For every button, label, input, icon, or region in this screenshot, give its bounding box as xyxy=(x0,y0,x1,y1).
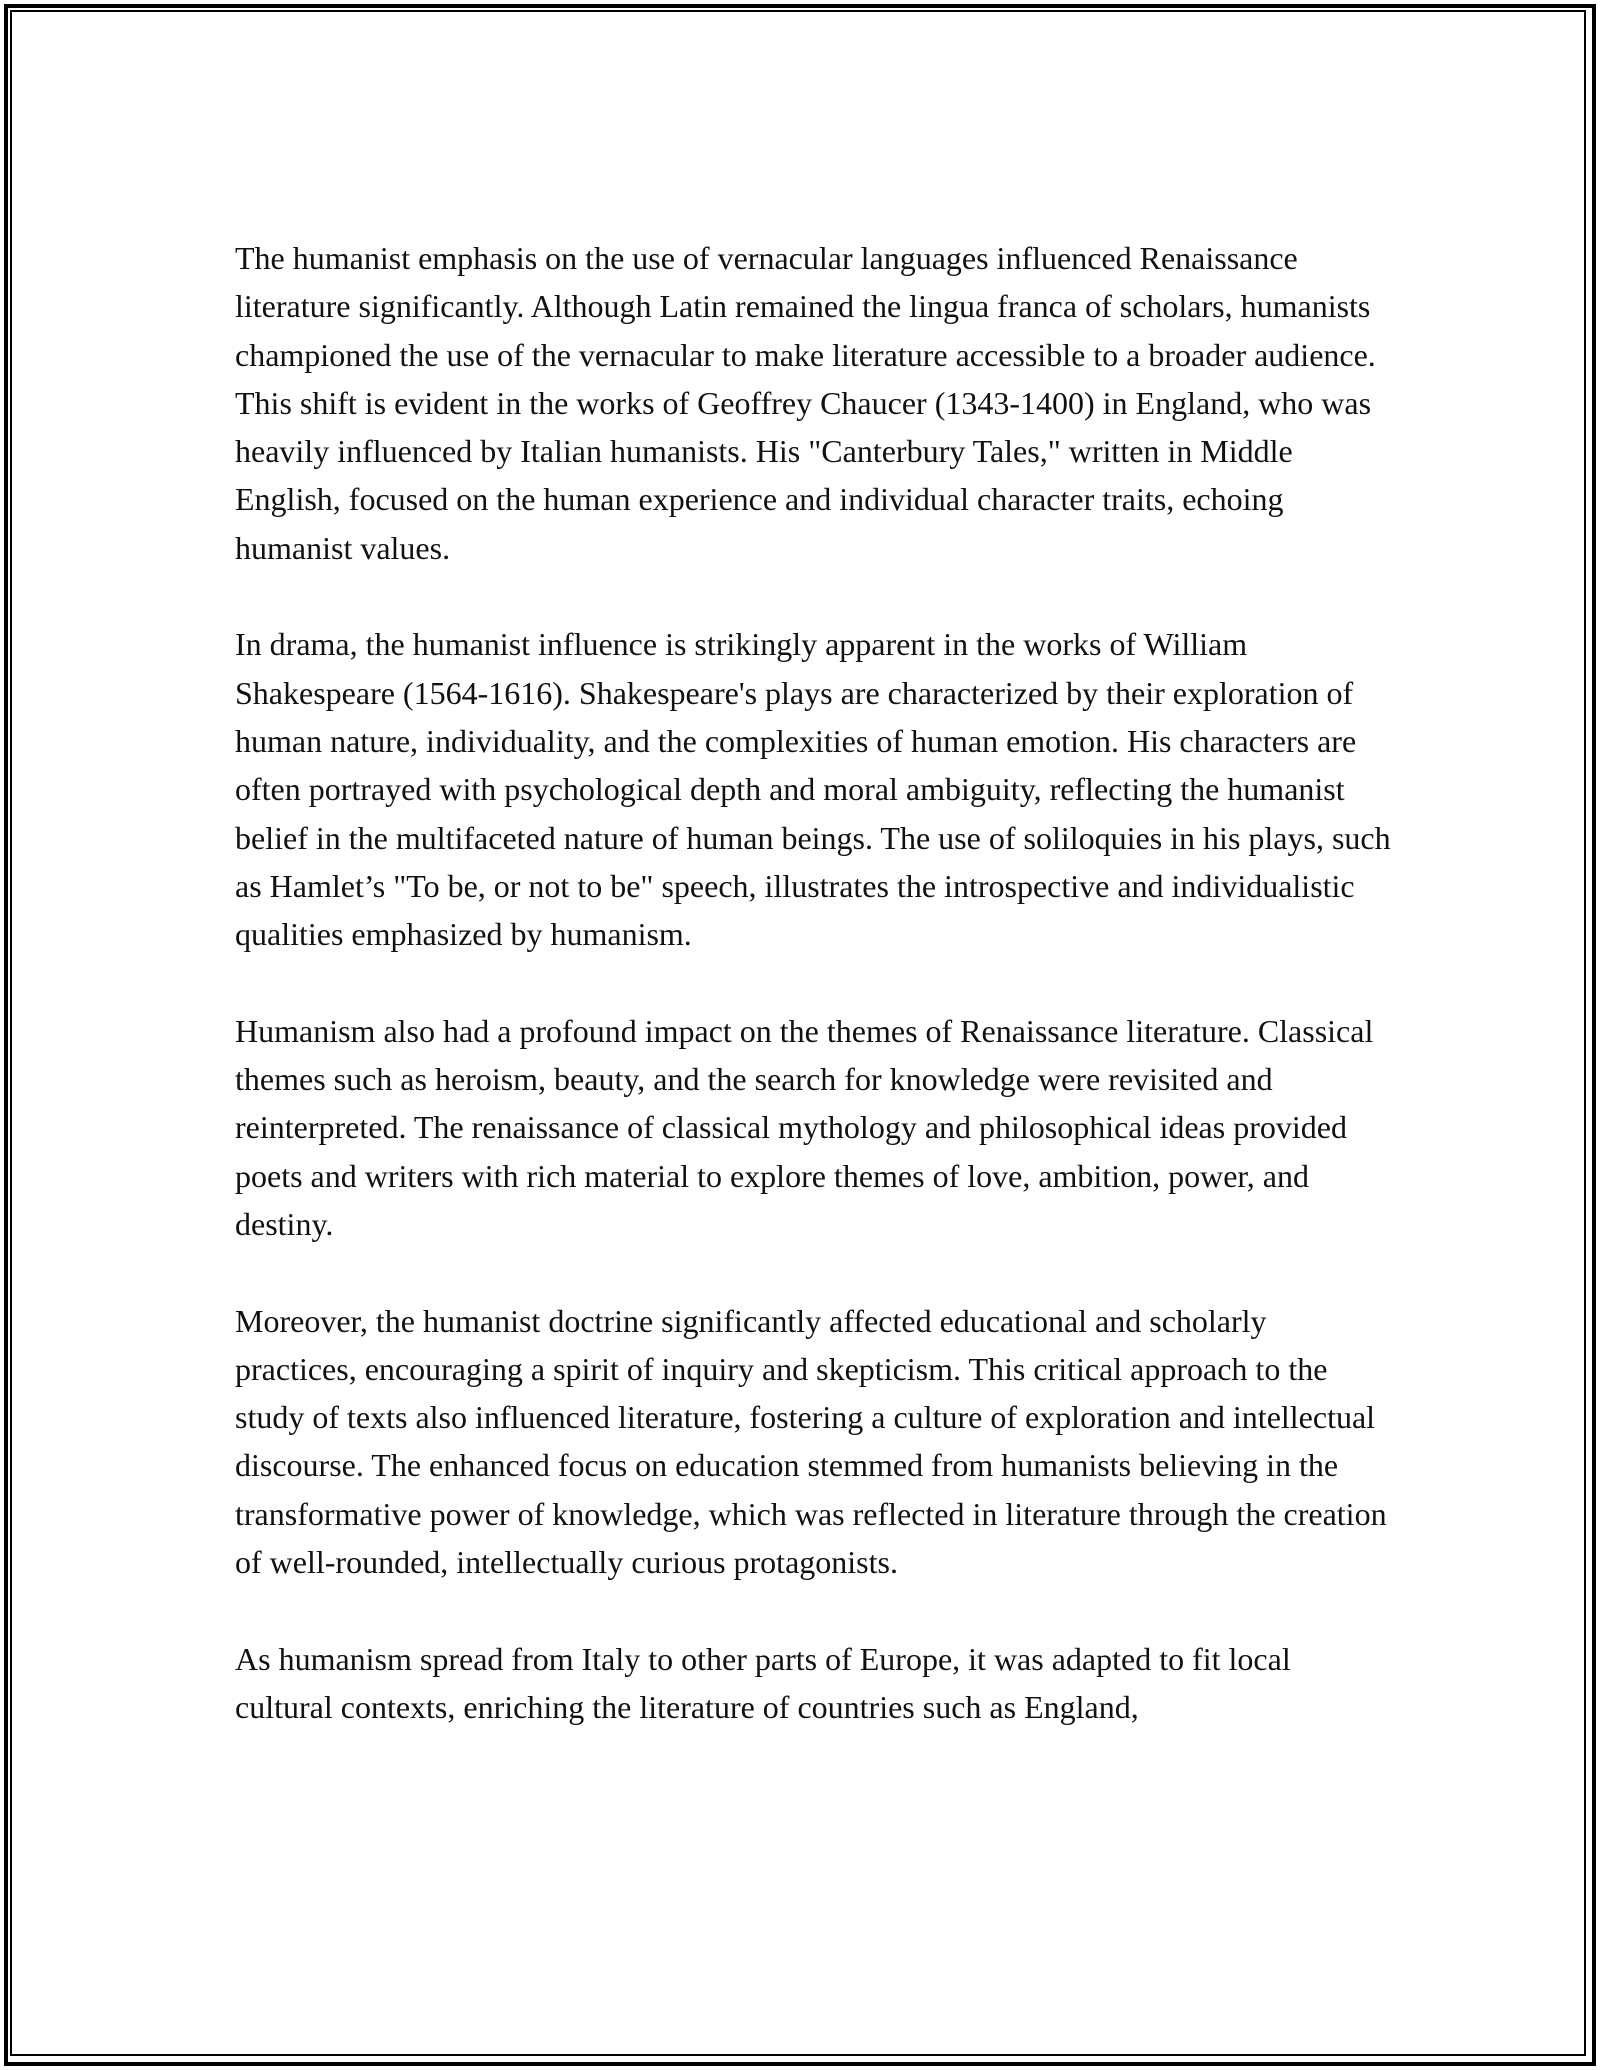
paragraph-vernacular: The humanist emphasis on the use of vernacular languages influenced Renaissance literature significantly. Although Latin remained the lingua franca of scholars, humanists championed the use of the vernacular to make literature accessible to a broader audience. This shift is evident in the works of Geoffrey Chaucer (1343-1400) in England, who was heavily influenced by Italian humanists. His "Canterbury Tales," written in Middle English, focused on the human experience and individual character traits, echoing humanist values. xyxy=(235,240,1376,566)
document-body xyxy=(235,234,1395,1780)
paragraph-drama: In drama, the humanist influence is strikingly apparent in the works of William Shakespeare (1564-1616). Shakespeare's plays are characterized by their exploration of human nature, individuality, and the complexities of human emotion. His characters are often portrayed with psychological depth and moral ambiguity, reflecting the humanist belief in the multifaceted nature of human beings. The use of soliloquies in his plays, such as Hamlet’s "To be, or not to be" speech, illustrates the introspective and individualistic qualities emphasized by humanism. xyxy=(235,626,1391,953)
paragraph-education: Moreover, the humanist doctrine significantly affected educational and scholarly practices, encouraging a spirit of inquiry and skepticism. This critical approach to the study of texts also influenced literature, fostering a culture of exploration and intellectual discourse. The enhanced focus on education stemmed from humanists believing in the transformative power of knowledge, which was reflected in literature through the creation of well-rounded, intellectually curious protagonists. xyxy=(235,1302,1387,1581)
paragraph-themes: Humanism also had a profound impact on the themes of Renaissance literature. Classical themes such as heroism, beauty, and the search for knowledge were revisited and reinterpreted. The renaissance of classical mythology and philosophical ideas provided poets and writers with rich material to explore themes of love, ambition, power, and destiny. xyxy=(235,1012,1374,1242)
paragraph-spread: As humanism spread from Italy to other parts of Europe, it was adapted to fit local cultural contexts, enriching the literature of countries such as England, xyxy=(235,1640,1291,1725)
